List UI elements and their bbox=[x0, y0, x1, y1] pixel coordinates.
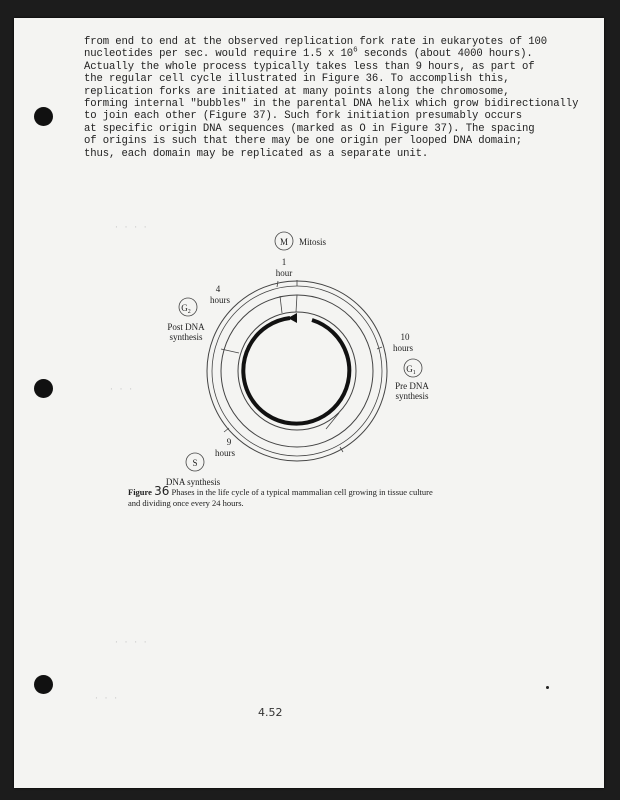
g1-duration-unit: hours bbox=[393, 343, 413, 353]
text-line: thus, each domain may be replicated as a separate unit. bbox=[84, 147, 429, 160]
text-line: the regular cell cycle illustrated in Figure 36. To accomplish this, bbox=[84, 73, 510, 86]
divider-m-start bbox=[280, 296, 282, 313]
mitosis-duration-unit: hour bbox=[275, 268, 293, 278]
text-fragment: nucleotides per sec. would require 1.5 x 10 bbox=[84, 48, 354, 61]
figure-caption bbox=[128, 486, 448, 509]
cycle-arrow-head bbox=[288, 313, 297, 323]
caption-text-1: Phases in the life cycle of a typical mammalian cell growing in tissue culture bbox=[169, 487, 433, 497]
s-duration-unit: hours bbox=[215, 448, 235, 458]
g1-symbol: $G_1$ bbox=[406, 364, 416, 376]
text-line: from end to end at the observed replication fork rate in eukaryotes of 100 bbox=[84, 36, 548, 48]
g1-label-2: synthesis bbox=[395, 391, 429, 401]
text-line: replication forks are initiated at many points along the chromosome, bbox=[84, 85, 510, 98]
g2-symbol: $G_2$ bbox=[181, 303, 191, 315]
caption-label: Figure bbox=[128, 487, 155, 497]
inner-ring-outline bbox=[238, 312, 356, 430]
mitosis-symbol: M bbox=[279, 237, 289, 247]
g2-label-1: Post DNA bbox=[167, 322, 205, 332]
mitosis-duration-num: 1 bbox=[281, 257, 287, 267]
cycle-arrow-arc bbox=[243, 318, 349, 424]
text-line: to join each other (Figure 37). Such fork initiation presumably occurs bbox=[84, 110, 523, 123]
s-label: DNA synthesis bbox=[165, 477, 221, 487]
outer-ring-outer bbox=[207, 281, 387, 461]
s-duration-num: 9 bbox=[226, 437, 232, 447]
g1-label-1: Pre DNA bbox=[395, 381, 429, 391]
g2-label-2: synthesis bbox=[169, 332, 203, 342]
g2-duration-unit: hours bbox=[210, 295, 230, 305]
divider-m-end bbox=[296, 295, 297, 312]
text-line: forming internal "bubbles" in the parental DNA helix which grow bidirectionally bbox=[84, 98, 579, 111]
text-line: Actually the whole process typically takes less than 9 hours, as part of bbox=[84, 60, 535, 73]
text-line: of origins is such that there may be one origin per looped DNA domain; bbox=[84, 135, 523, 148]
mitosis-label: Mitosis bbox=[299, 237, 327, 247]
g2-duration-num: 4 bbox=[215, 284, 221, 294]
exponent: 6 bbox=[353, 46, 358, 55]
text-fragment: seconds (about 4000 hours). bbox=[357, 48, 533, 61]
g1-duration-num: 10 bbox=[400, 332, 410, 342]
page-number: 4.52 bbox=[258, 706, 283, 719]
document-page: · · · · · · · · · · · · · · bbox=[14, 18, 604, 788]
text-line: at specific origin DNA sequences (marked as O in Figure 37). The spacing bbox=[84, 122, 535, 135]
caption-text-2: and dividing once every 24 hours. bbox=[128, 498, 244, 508]
caption-number: 36 bbox=[154, 484, 170, 498]
stray-mark bbox=[546, 686, 549, 689]
s-symbol: S bbox=[192, 458, 198, 468]
